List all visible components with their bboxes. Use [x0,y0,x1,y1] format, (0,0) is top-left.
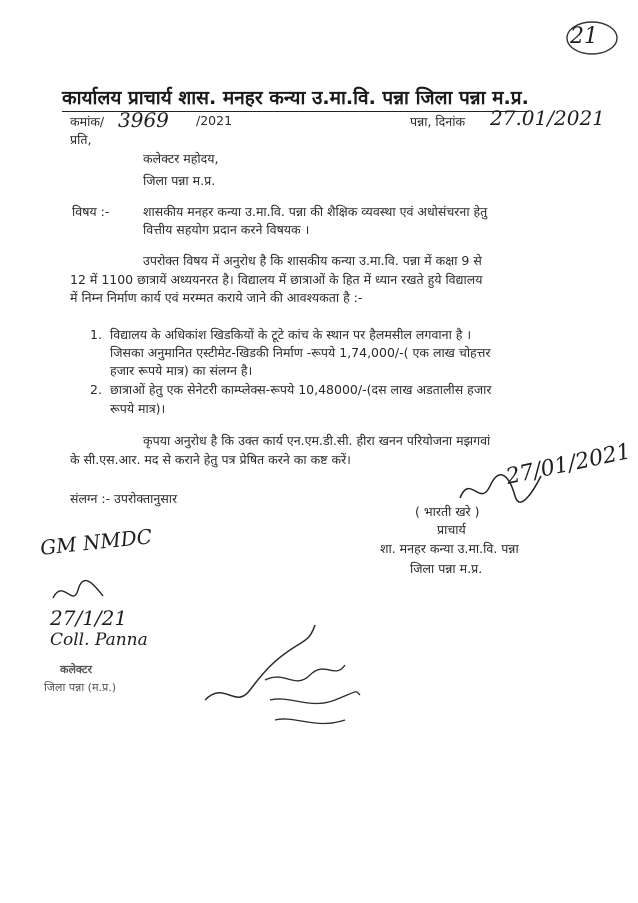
margin-initials [48,578,108,608]
signatory-name: ( भारती खरे ) [415,504,480,519]
signature-handwritten-date: 27/01/2021 [503,439,634,490]
letter-year: /2021 [196,113,233,128]
letter-number-value: 3969 [118,108,169,132]
signatory-district: जिला पन्ना म.प्र. [410,561,483,576]
margin-gm-note: GM NMDC [39,524,154,560]
item2-line2: रूपये मात्र)। [110,401,166,416]
item2-number: 2. [90,382,102,397]
item1-line1: विद्यालय के अधिकांश खिडकियों के टूटे कांच के स्थान पर हैलमसील लगवाना है । [110,327,472,342]
subject-line2: वित्तीय सहयोग प्रदान करने विषयक । [143,222,310,237]
item1-line3: हजार रूपये मात्र) का संलग्न है। [110,363,253,378]
margin-place: Coll. Panna [50,630,148,650]
item1-number: 1. [90,327,102,342]
collector-stamp-line1: कलेक्टर [60,663,92,676]
signatory-designation: प्राचार्य [437,522,466,537]
letter-number-label: कमांक/ [70,114,105,129]
item1-line2: जिसका अनुमानित एस्टीमेट-खिडकी निर्माण -रूपये 1,74,000/-( एक लाख चोहत्तर [110,345,491,360]
place-date-label: पन्ना, दिनांक [410,114,466,129]
enclosure-text: संलग्न :- उपरोक्तानुसार [70,491,178,506]
addressee-line1: कलेक्टर महोदय, [143,151,219,166]
item2-line1: छात्राओं हेतु एक सेनेटरी काम्प्लेक्स-रूपये 10,48000/-(दस लाख अडतालीस हजार [110,382,492,397]
letter-date-value: 27.01/2021 [490,106,605,130]
request-line2: के सी.एस.आर. मद से कराने हेतु पत्र प्रेषित करने का कष्ट करें। [70,452,351,467]
addressee-line2: जिला पन्ना म.प्र. [143,173,216,188]
collector-stamp-line2: जिला पन्ना (म.प्र.) [44,681,117,694]
margin-date: 27/1/21 [50,606,128,630]
prati-label: प्रति, [70,132,92,147]
request-line1: कृपया अनुरोध है कि उक्त कार्य एन.एम.डी.सी. हीरा खनन परियोजना मझगवां [143,433,491,448]
intro-line3: में निम्न निर्माण कार्य एवं मरम्मत कराये जाने की आवश्यकता है :- [70,290,363,305]
signatory-school: शा. मनहर कन्या उ.मा.वि. पन्ना [380,541,519,556]
received-scribble [195,620,365,740]
principal-signature [455,468,545,508]
page-number-circle [562,18,622,58]
subject-label: विषय :- [72,204,110,219]
subject-line1: शासकीय मनहर कन्या उ.मा.वि. पन्ना की शैक्षिक व्यवस्था एवं अधोसंचरना हेतु [143,204,488,219]
page-number-text: 21 [570,24,598,49]
office-header: कार्यालय प्राचार्य शास. मनहर कन्या उ.मा.वि. पन्ना जिला पन्ना म.प्र. [62,84,529,112]
intro-line1: उपरोक्त विषय में अनुरोध है कि शासकीय कन्या उ.मा.वि. पन्ना में कक्षा 9 से [143,253,482,268]
intro-line2: 12 में 1100 छात्रायें अध्ययनरत है। विद्यालय में छात्राओं के हित में ध्यान रखते हुये विद्यालय [70,272,483,287]
